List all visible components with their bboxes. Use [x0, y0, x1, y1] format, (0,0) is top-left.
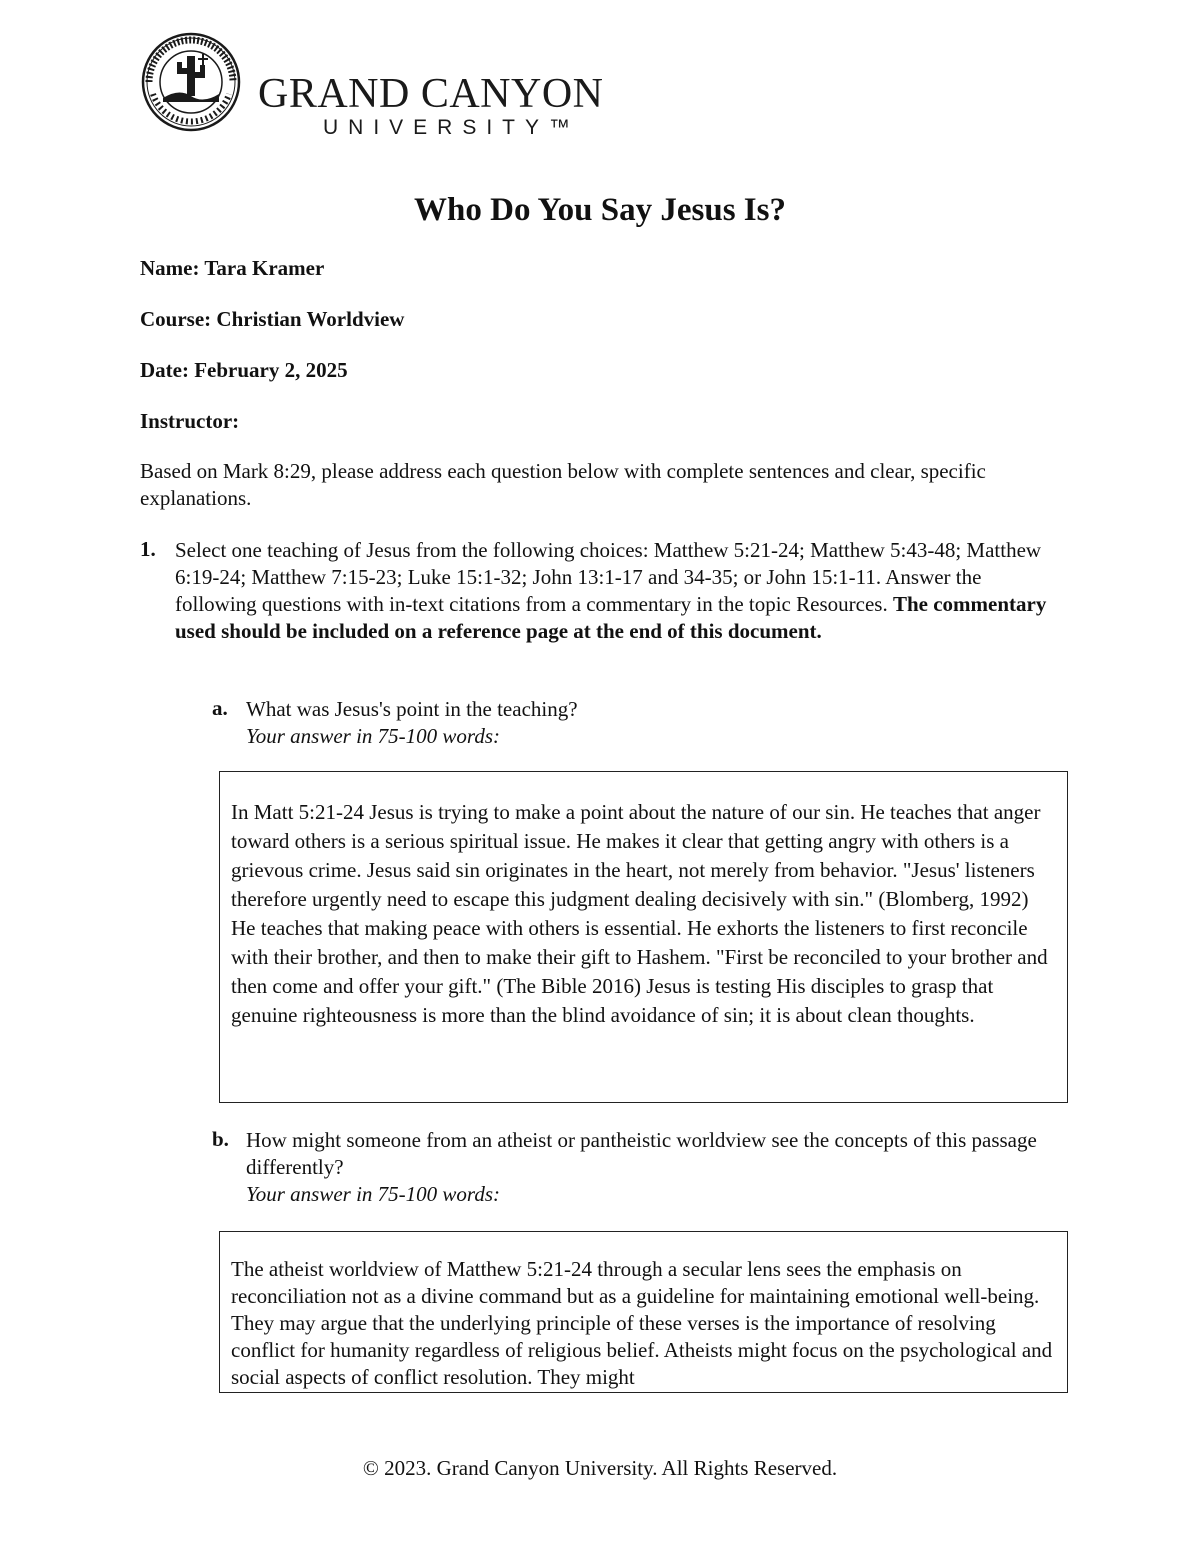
instructions-paragraph: Based on Mark 8:29, please address each question below with complete sentences and clear, specific explanations. [140, 459, 986, 510]
question-number: 1. [140, 537, 156, 561]
question-1-body: Select one teaching of Jesus from the following choices: Matthew 5:21-24; Matthew 5:43-48; Matthew 6:19-24; Matthew 7:15-23; Luke 15:1-32; John 13:1-17 and 34-35; or John 15:1-11. Answer the following questions with in-text citations from a commentary in the topic Resources. [175, 538, 1042, 616]
question-1-text [175, 537, 1055, 645]
question-1-requirement: The commentary used should be included on a reference page at the end of this document. [175, 592, 1047, 643]
part-b-letter: b. [212, 1127, 229, 1151]
brand-subtitle: UNIVERSITY™ [323, 116, 581, 139]
part-a-letter: a. [212, 696, 228, 720]
submission-date: Date: February 2, 2025 [140, 358, 348, 382]
part-a-word-hint: Your answer in 75-100 words: [246, 724, 500, 748]
brand-name: GRAND CANYON [258, 71, 604, 117]
instructor-label: Instructor: [140, 409, 240, 433]
part-a-question [246, 696, 1066, 750]
part-b-answer-box[interactable] [219, 1231, 1068, 1393]
university-logo [139, 32, 619, 139]
document-title: Who Do You Say Jesus Is? [414, 192, 786, 228]
part-b-answer-text: The atheist worldview of Matthew 5:21-24 through a secular lens sees the emphasis on reconciliation not as a divine command but as a guideline for maintaining emotional well-being. They may argue that the underlying principle of these verses is the importance of resolving conflict for humanity regardless of religious belief. Atheists might focus on the psychological and social aspects of conflict resolution. They might [231, 1257, 1053, 1389]
part-b-question [246, 1127, 1066, 1208]
part-a-answer-text: In Matt 5:21-24 Jesus is trying to make a point about the nature of our sin. He teaches that anger toward others is a serious spiritual issue. He makes it clear that getting angry with others is a grievous crime. Jesus said sin originates in the heart, not merely from behavior. "Jesus' listeners therefore urgently need to escape this judgment dealing decisively with sin." (Blomberg, 1992) He teaches that making peace with others is essential. He exhorts the listeners to first reconcile with their brother, and then to make their gift to Hashem. "First be reconciled to your brother and then come and offer your gift." (The Bible 2016) Jesus is testing His disciples to grasp that genuine righteousness is more than the blind avoidance of sin; it is about clean thoughts. [231, 800, 1048, 1027]
student-name: Name: Tara Kramer [140, 256, 325, 280]
part-b-word-hint: Your answer in 75-100 words: [246, 1182, 500, 1206]
part-a-question-text: What was Jesus's point in the teaching? [246, 697, 578, 721]
university-seal-icon [139, 32, 247, 132]
part-b-question-text: How might someone from an atheist or pantheistic worldview see the concepts of this passage differently? [246, 1128, 1037, 1179]
copyright-footer: © 2023. Grand Canyon University. All Rights Reserved. [362, 1456, 838, 1480]
part-a-answer-box[interactable] [219, 771, 1068, 1103]
course-name: Course: Christian Worldview [140, 307, 405, 331]
